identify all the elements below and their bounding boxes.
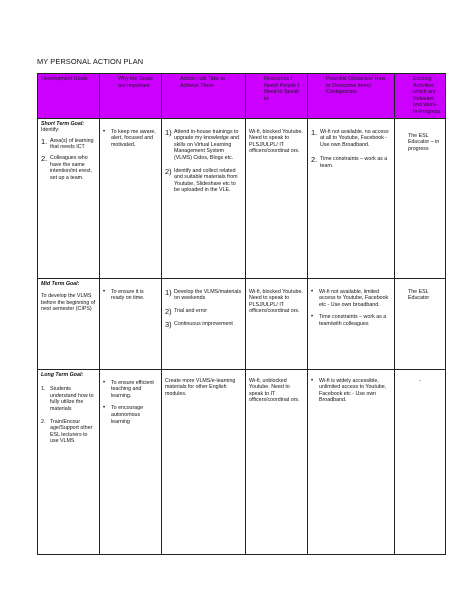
list-number: 1. xyxy=(41,386,46,393)
mid-goal-cell xyxy=(38,278,100,369)
mid-resources-text: Wi-fi, blocked Youtube. Need to speak to PLSJ/ULPL/ IT officers/coordinat ors. xyxy=(249,288,303,315)
long-action-cell xyxy=(162,369,246,554)
short-goal-2: Colleagues who have the same intention/int erest, set up a team. xyxy=(50,154,92,181)
list-number: 2. xyxy=(41,418,46,425)
long-why-cell xyxy=(100,369,162,554)
mid-obstacle-1: Wi-fi not available, limited access to Youtube, Facebook etc - Use own broadband. xyxy=(319,288,389,308)
long-goal-2: Train/Encour age/Support other ESL lecturers to use VLMS xyxy=(50,418,93,445)
list-item xyxy=(41,386,96,412)
page-title: MY PERSONAL ACTION PLAN xyxy=(37,57,144,66)
mid-obstacles-cell xyxy=(308,278,395,369)
bullet-icon: • xyxy=(311,288,314,295)
short-obstacle-2: Time constraints – work as a team. xyxy=(320,156,388,169)
list-number: 1) xyxy=(165,287,172,297)
bullet-icon: • xyxy=(103,288,106,295)
bullet-icon: • xyxy=(311,377,314,384)
long-resources-cell xyxy=(246,369,308,554)
table-row-long-term xyxy=(38,369,446,554)
list-number: 1) xyxy=(165,127,172,137)
mid-why-text: To ensure it is ready on time. xyxy=(111,288,145,302)
header-why-important: Why the Goals are Important xyxy=(100,74,162,119)
list-item xyxy=(165,308,242,315)
header-existing-activities: Existing Activities which are Relevant and Work-In-Progress xyxy=(395,74,446,119)
long-goal-cell xyxy=(38,369,100,554)
short-goal-cell xyxy=(38,118,100,278)
long-obstacles-cell xyxy=(308,369,395,554)
long-existing-cell xyxy=(395,369,446,554)
header-obstacles: Potential Obstacles/ How to Overcome them/ Contigencies xyxy=(308,74,395,119)
list-item xyxy=(165,321,242,328)
list-item xyxy=(311,314,391,327)
mid-resources-cell xyxy=(246,278,308,369)
mid-why-cell xyxy=(100,278,162,369)
list-number: 2) xyxy=(165,306,172,316)
mid-action-1: Develop the VLMS/materials on weekends xyxy=(174,288,242,302)
long-goal-1: Students understand how to fully utilize the materials xyxy=(50,386,94,412)
mid-existing-cell xyxy=(395,278,446,369)
mid-goal-title: Mid Term Goal: xyxy=(41,280,80,287)
short-action-cell xyxy=(162,118,246,278)
header-development-goals: Development Goals xyxy=(38,74,100,119)
short-obstacles-cell xyxy=(308,118,395,278)
short-goal-1: Area(s) of learning that needs ICT xyxy=(50,137,94,151)
list-number: 1. xyxy=(41,136,48,146)
list-item xyxy=(165,168,242,194)
short-obstacle-1: Wi-fi not available, no access at all to Youtube, Facebook - Use own Broadband. xyxy=(320,128,389,148)
mid-action-3: Continuous improvement xyxy=(174,320,233,327)
long-action-text: Create more VLMS/e-learning materials for other English modules. xyxy=(165,377,236,397)
list-item xyxy=(311,289,391,309)
list-item xyxy=(41,138,96,151)
mid-goal-text: To develop the VLMS before the beginning of next semester (CIPS) xyxy=(41,293,96,313)
list-item xyxy=(311,129,391,149)
bullet-icon: • xyxy=(103,128,106,135)
bullet-icon: • xyxy=(311,314,314,321)
short-identify-label: Identify: xyxy=(41,127,60,134)
list-number: 3) xyxy=(165,319,172,329)
table-row-mid-term xyxy=(38,278,446,369)
list-item xyxy=(103,289,158,302)
bullet-icon: • xyxy=(103,405,106,412)
long-resources-text: Wi-fi, unblocked Youtube. Need to speak to IT officers/coordinat ors. xyxy=(249,377,300,404)
list-number: 2. xyxy=(311,155,318,165)
list-item xyxy=(311,156,391,169)
list-item xyxy=(165,289,242,302)
long-why-1: To ensure efficient teaching and learning. xyxy=(111,379,154,399)
list-number: 2) xyxy=(165,166,172,176)
mid-obstacle-2: Time constraints – work as a team/with colleagues xyxy=(319,314,387,327)
short-existing-cell xyxy=(395,118,446,278)
short-action-2: Identify and collect related and suitable materials from Youtube, Slideshare etc to be uploaded in the VLE. xyxy=(174,167,238,194)
list-item xyxy=(165,129,242,162)
list-item xyxy=(103,405,158,425)
short-action-1: Attend in-house trainings to upgrade my knowledge and skills on Virtual Learning Management System (VLMS) Cidos, Blogs etc. xyxy=(174,128,240,161)
header-resources: Resources I Need/ People I Need to Speak to xyxy=(246,74,308,119)
list-item xyxy=(103,380,158,400)
mid-existing-text: The ESL Educator xyxy=(408,288,430,302)
list-item xyxy=(41,419,96,445)
bullet-icon: • xyxy=(103,379,106,386)
header-row xyxy=(38,74,446,119)
list-item xyxy=(103,129,158,149)
list-item xyxy=(311,378,391,404)
mid-action-2: Trial and error xyxy=(174,307,208,314)
short-goal-title: Short Term Goal: xyxy=(41,120,85,127)
action-plan-table xyxy=(37,73,446,555)
list-number: 2. xyxy=(41,153,48,163)
list-number: 1. xyxy=(311,127,318,137)
header-actions: Action I will Take to Achieve Them xyxy=(162,74,246,119)
mid-action-cell xyxy=(162,278,246,369)
long-why-2: To encourage autonomous learning xyxy=(111,405,144,425)
long-obstacle-1: Wi-fi is widely accessible, unlimited access to Youtube, Facebook etc - Use own Broadband. xyxy=(319,377,387,404)
short-resources-text: Wi-fi, blocked Youtube. Need to speak to PLSJ/ULPL/ IT officers/coordinat ors. xyxy=(249,128,303,155)
short-why-cell xyxy=(100,118,162,278)
long-existing-text: - xyxy=(419,377,421,384)
short-why-text: To keep me aware, alert, focused and motivated. xyxy=(111,128,156,148)
short-resources-cell xyxy=(246,118,308,278)
list-item xyxy=(41,155,96,181)
long-goal-title: Long Term Goal: xyxy=(41,371,84,378)
short-existing-text: The ESL Educator – in progress xyxy=(408,132,440,152)
table-row-short-term xyxy=(38,118,446,278)
